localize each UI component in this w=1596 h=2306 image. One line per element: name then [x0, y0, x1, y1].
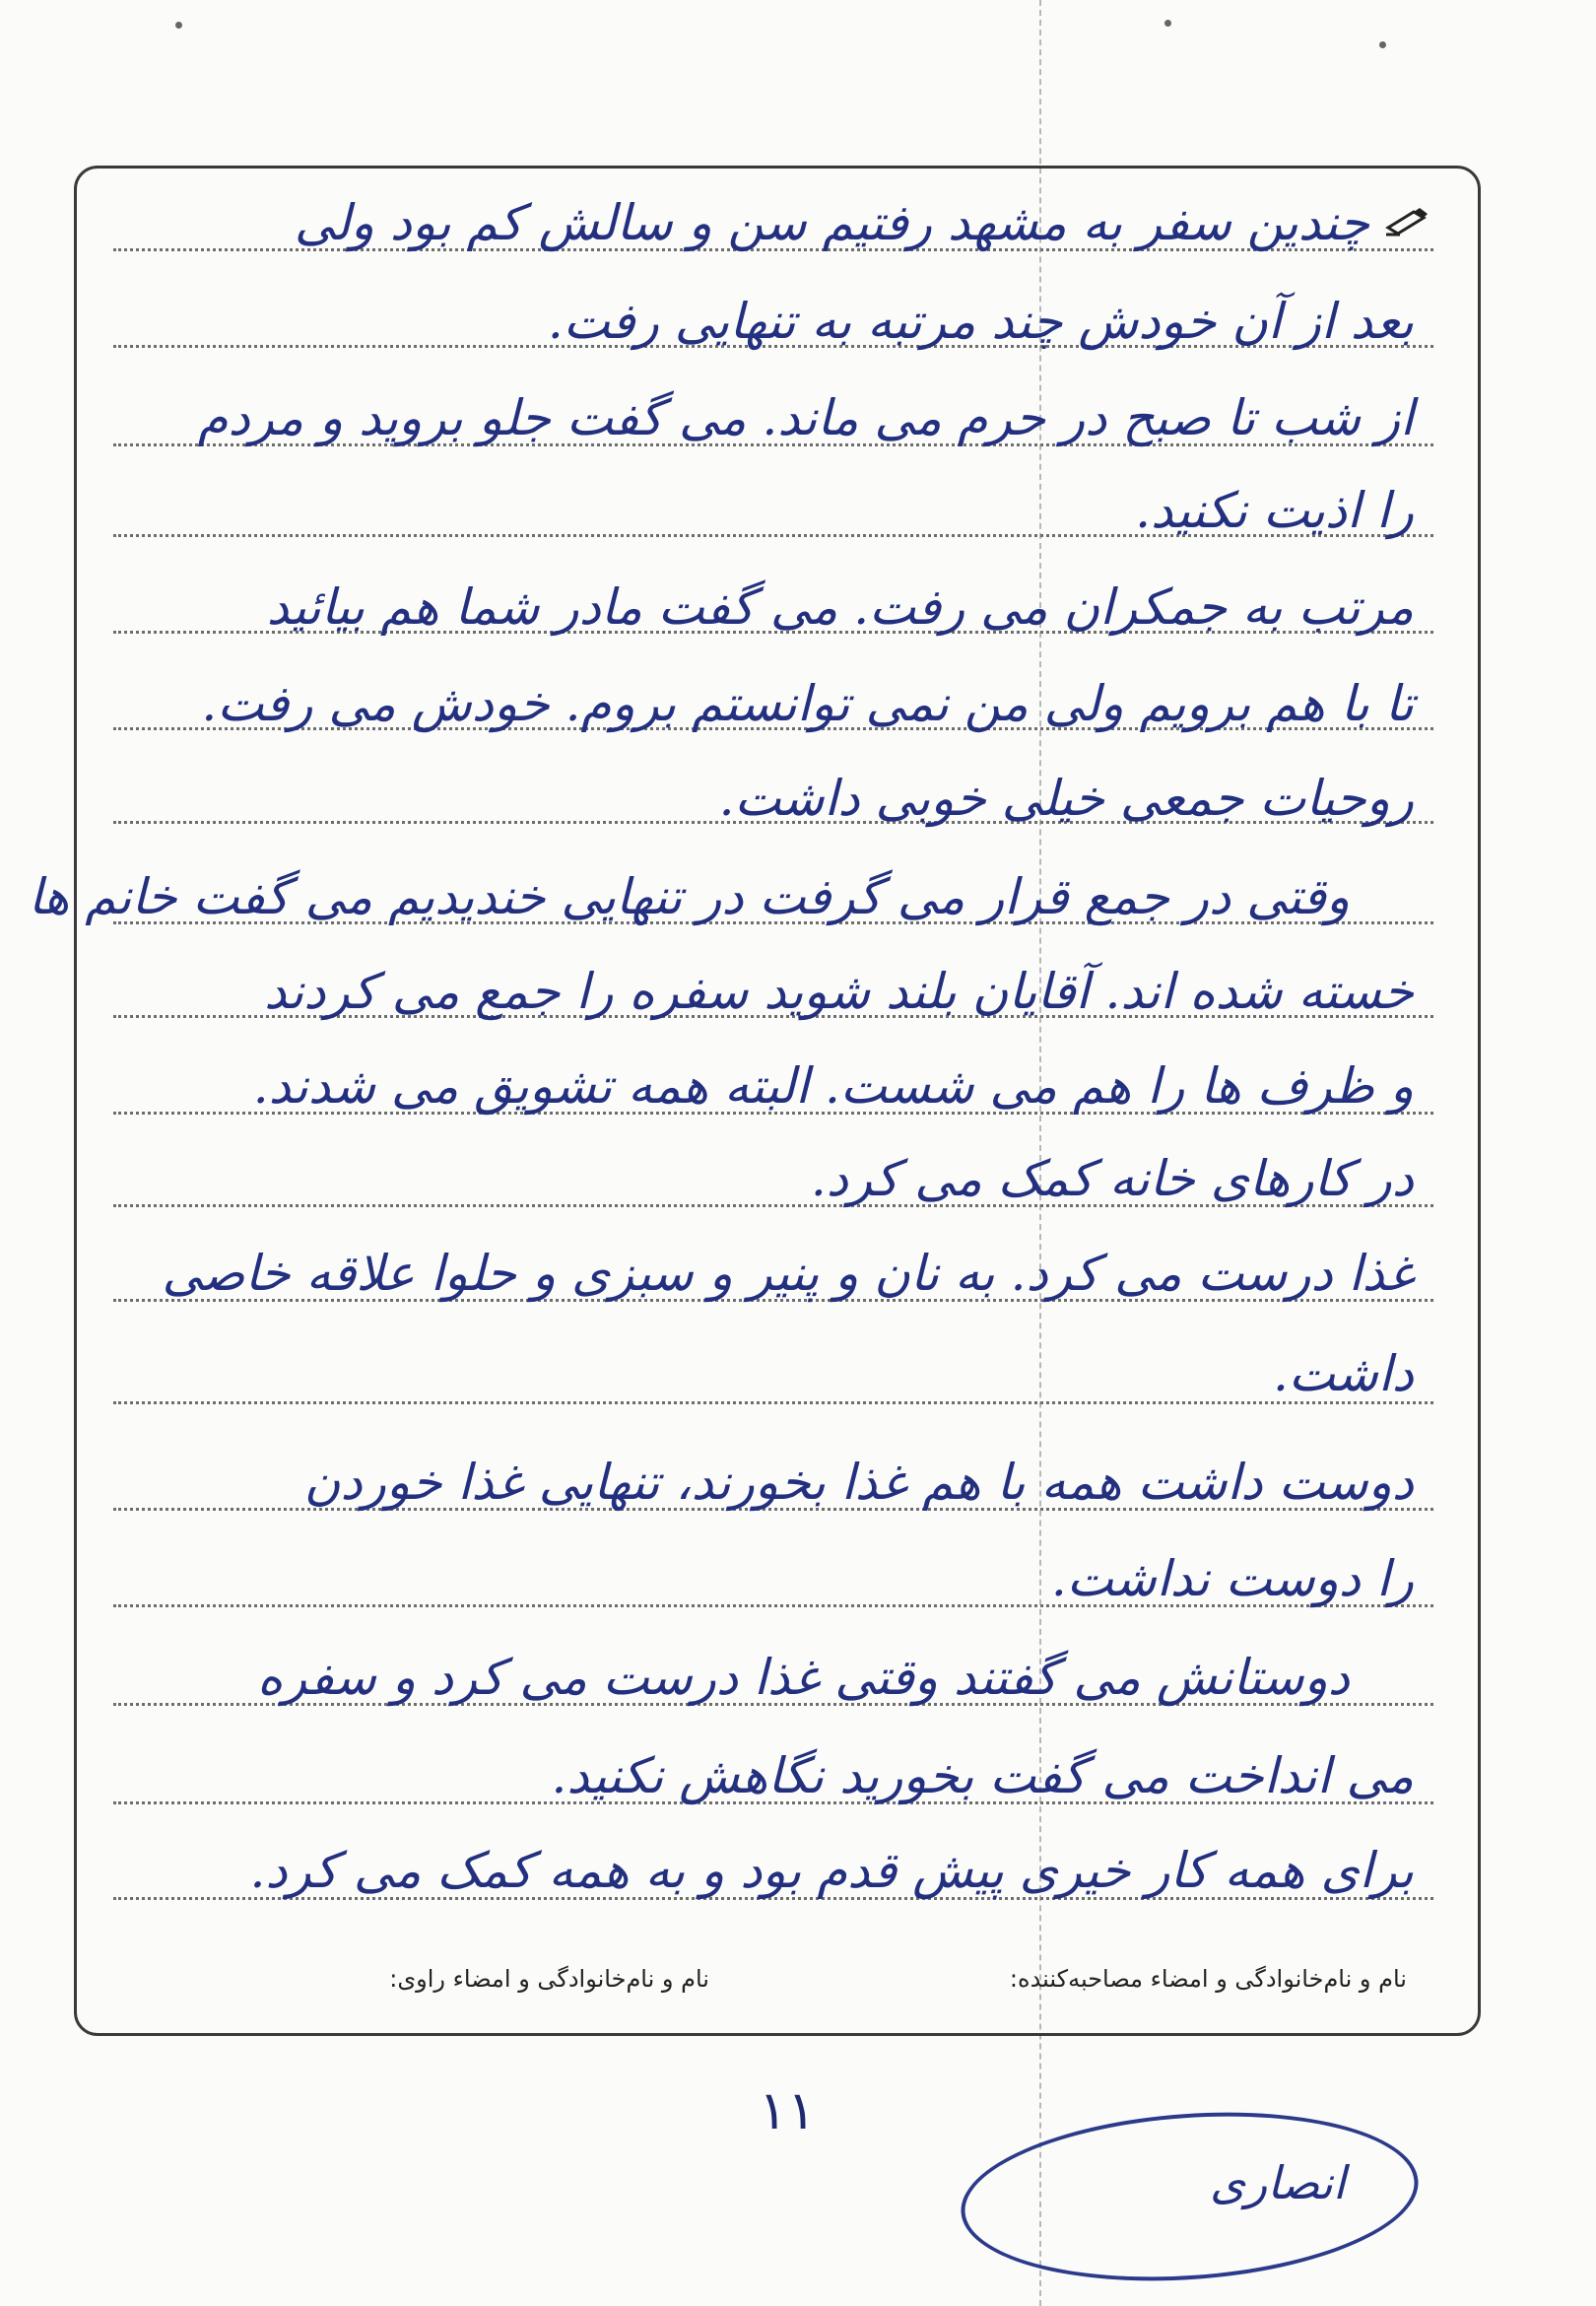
handwritten-line: را دوست نداشت.: [1050, 1550, 1414, 1607]
signature-oval: [956, 2098, 1425, 2295]
handwritten-line: بعد از آن خودش چند مرتبه به تنهایی رفت.: [547, 293, 1414, 350]
handwritten-line: مرتب به جمکران می رفت. می گفت مادر شما هم بیائید: [266, 578, 1414, 636]
narrator-signature-label: نام و نام‌خانوادگی و امضاء راوی:: [389, 1965, 709, 1993]
handwritten-line: روحیات جمعی خیلی خوبی داشت.: [718, 770, 1414, 827]
handwritten-line: در کارهای خانه کمک می کرد.: [810, 1150, 1414, 1207]
page-number: ۱۱: [759, 2079, 817, 2141]
handwritten-line: داشت.: [1272, 1345, 1414, 1402]
handwritten-line: می انداخت می گفت بخورید نگاهش نکنید.: [551, 1747, 1414, 1804]
signature: انصاری: [1210, 2156, 1346, 2209]
handwritten-line: خسته شده اند. آقایان بلند شوید سفره را جمع می کردند: [264, 963, 1414, 1020]
handwritten-line: دوست داشت همه با هم غذا بخورند، تنهایی غذا خوردن: [303, 1454, 1414, 1511]
handwritten-line: غذا درست می کرد. به نان و پنیر و سبزی و حلوا علاقه خاصی: [162, 1245, 1414, 1302]
handwritten-line: دوستانش می گفتند وقتی غذا درست می کرد و سفره: [256, 1649, 1350, 1706]
handwritten-line: از شب تا صبح در حرم می ماند. می گفت جلو بروید و مردم: [197, 389, 1414, 446]
handwritten-line: چندین سفر به مشهد رفتیم سن و سالش کم بود ولی: [294, 194, 1369, 251]
pen-writing-icon: [1384, 202, 1431, 237]
paper-speck: [175, 22, 182, 29]
paper-speck: [1379, 41, 1386, 48]
handwritten-line: را اذیت نکنید.: [1135, 482, 1414, 539]
handwritten-line: وقتی در جمع قرار می گرفت در تنهایی خندیدیم می گفت خانم ها: [28, 868, 1350, 925]
interviewer-signature-label: نام و نام‌خانوادگی و امضاء مصاحبه‌کننده:: [1009, 1965, 1407, 1993]
handwritten-line: و ظرف ها را هم می شست. البته همه تشویق می شدند.: [252, 1057, 1414, 1115]
paper-speck: [1164, 20, 1171, 27]
handwritten-line: برای همه کار خیری پیش قدم بود و به همه کمک می کرد.: [249, 1842, 1414, 1899]
handwritten-line: تا با هم برویم ولی من نمی توانستم بروم. خودش می رفت.: [201, 675, 1414, 732]
